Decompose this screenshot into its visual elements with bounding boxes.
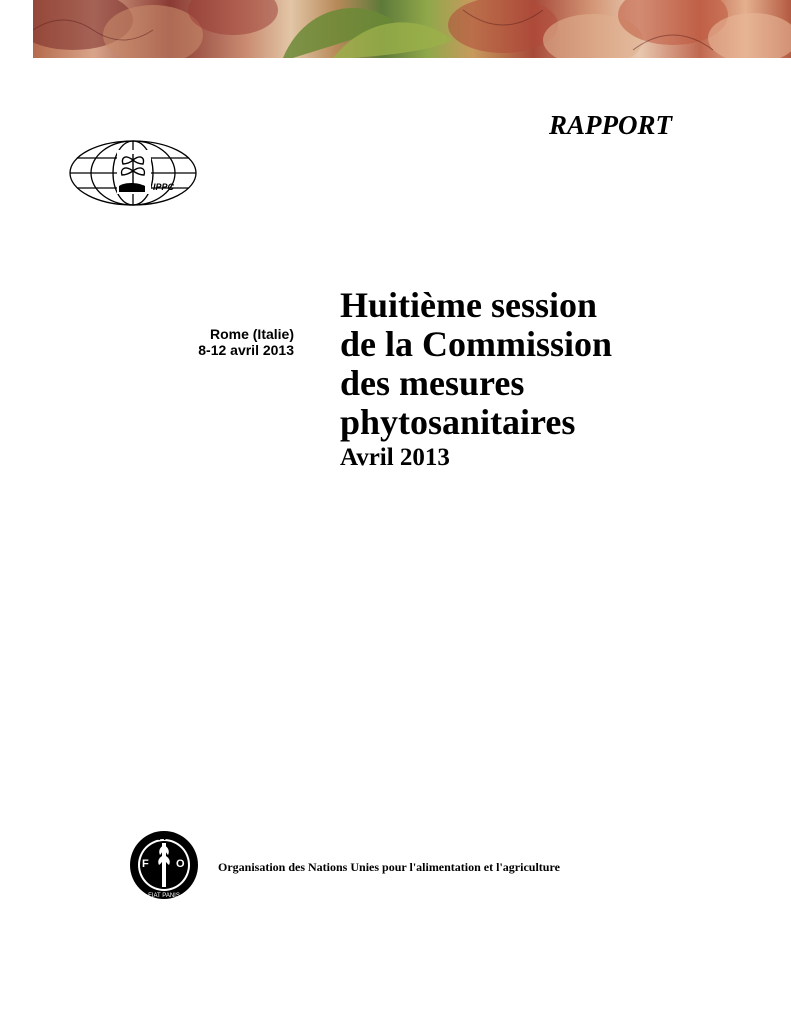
- meeting-place: Rome (Italie): [209, 326, 294, 342]
- ippc-logo: [67, 138, 199, 208]
- report-label: RAPPORT: [548, 110, 672, 140]
- report-subtitle: Avril 2013: [340, 444, 450, 471]
- title-line: phytosanitaires: [340, 402, 576, 442]
- meeting-info: [198, 326, 294, 358]
- fao-motto: FIAT PANIS: [148, 893, 180, 899]
- fao-letter-o: O: [176, 858, 185, 870]
- organisation-name: Organisation des Nations Unies pour l'alimentation et l'agriculture: [218, 860, 560, 874]
- title-line: des mesures: [340, 363, 525, 403]
- title-line: de la Commission: [340, 324, 613, 364]
- fao-logo: [128, 829, 200, 901]
- title-line: Huitième session: [340, 285, 597, 325]
- meeting-dates: 8-12 avril 2013: [198, 342, 294, 358]
- report-title: [340, 286, 760, 442]
- fao-letter-f: F: [142, 858, 149, 870]
- botanical-banner-image: [33, 0, 791, 58]
- fao-letter-a: A: [158, 831, 166, 843]
- ippc-logo-text: IPPC: [153, 182, 175, 192]
